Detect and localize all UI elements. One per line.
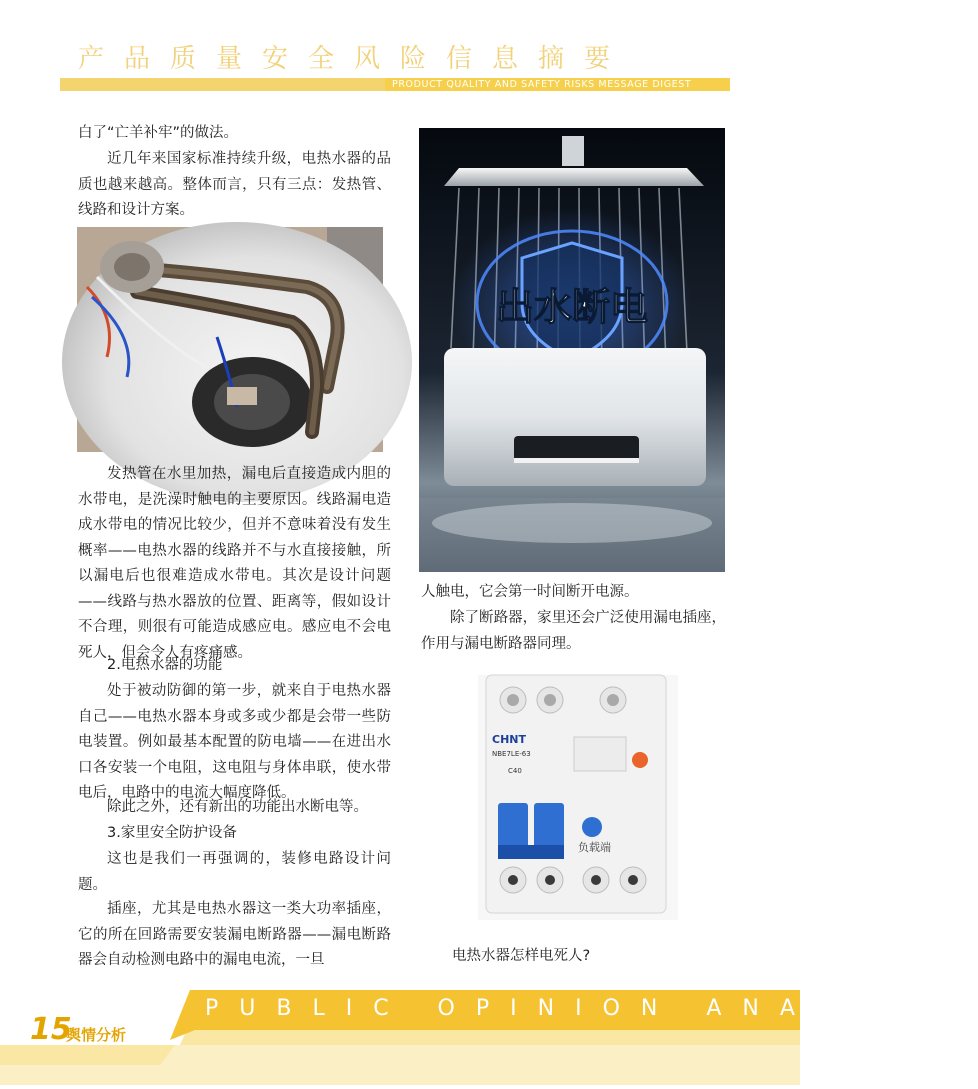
magazine-name: 舆情分析: [66, 1026, 127, 1044]
header-subtitle: PRODUCT QUALITY AND SAFETY RISKS MESSAGE DIGEST: [392, 79, 692, 90]
header-bar-left: [60, 78, 385, 91]
breaker-brand: CHNT: [492, 733, 526, 746]
left-para-4: 处于被动防御的第一步，就来自于电热水器自己——电热水器本身或多或少都是会带一些防电装置。例如最基本配置的防电墙——在进出水口各安装一个电阻，这电阻与身体串联，使水带电后，电路中的电流大幅度降低。: [78, 683, 391, 801]
breaker-load-label: 负载端: [578, 841, 611, 854]
left-para-5: 除此之外，还有新出的功能出水断电等。: [107, 799, 368, 815]
left-para-3: 发热管在水里加热，漏电后直接造成内胆的水带电，是洗澡时触电的主要原因。线路漏电造成水带电的情况比较少，但并不意味着没有发生概率——电热水器的线路并不与水直接接触，所以漏电后也很难造成水带电。其次是设计问题——线路与热水器放的位置、距离等，假如设计不合理，则很有可能造成感应电。感应电不会电死人，但会令人有疼痛感。: [78, 466, 391, 661]
left-heading-3: 3.家里安全防护设备: [107, 825, 237, 841]
figure-caption: 电热水器怎样电死人?: [452, 948, 591, 964]
right-para-2: 除了断路器，家里还会广泛使用漏电插座，作用与漏电断路器同理。: [421, 610, 726, 652]
badge-text: 出水断电: [495, 285, 649, 329]
header-title: 产品质量安全风险信息摘要: [78, 44, 631, 74]
circuit-breaker-image: [478, 675, 678, 920]
left-para-6: 这也是我们一再强调的，装修电路设计问题。: [78, 851, 391, 893]
footer-text: PUBLIC OPINION ANALYSIS: [205, 996, 978, 1021]
breaker-model: NBE7LE-63: [492, 750, 531, 758]
water-heater-image: [419, 128, 725, 572]
right-para-1: 人触电，它会第一时间断开电源。: [421, 584, 639, 600]
left-para-1: 白了“亡羊补牢”的做法。: [78, 125, 239, 141]
page-number: 15: [30, 1012, 72, 1047]
left-heading-2: 2.电热水器的功能: [107, 657, 223, 673]
left-para-2: 近几年来国家标准持续升级，电热水器的品质也越来越高。整体而言，只有三点：发热管、线路和设计方案。: [78, 151, 391, 218]
breaker-rating: C40: [508, 767, 522, 775]
left-para-7: 插座，尤其是电热水器这一类大功率插座，它的所在回路需要安装漏电断路器——漏电断路器会自动检测电路中的漏电电流，一旦: [78, 901, 391, 968]
heating-element-photo: [77, 227, 383, 452]
